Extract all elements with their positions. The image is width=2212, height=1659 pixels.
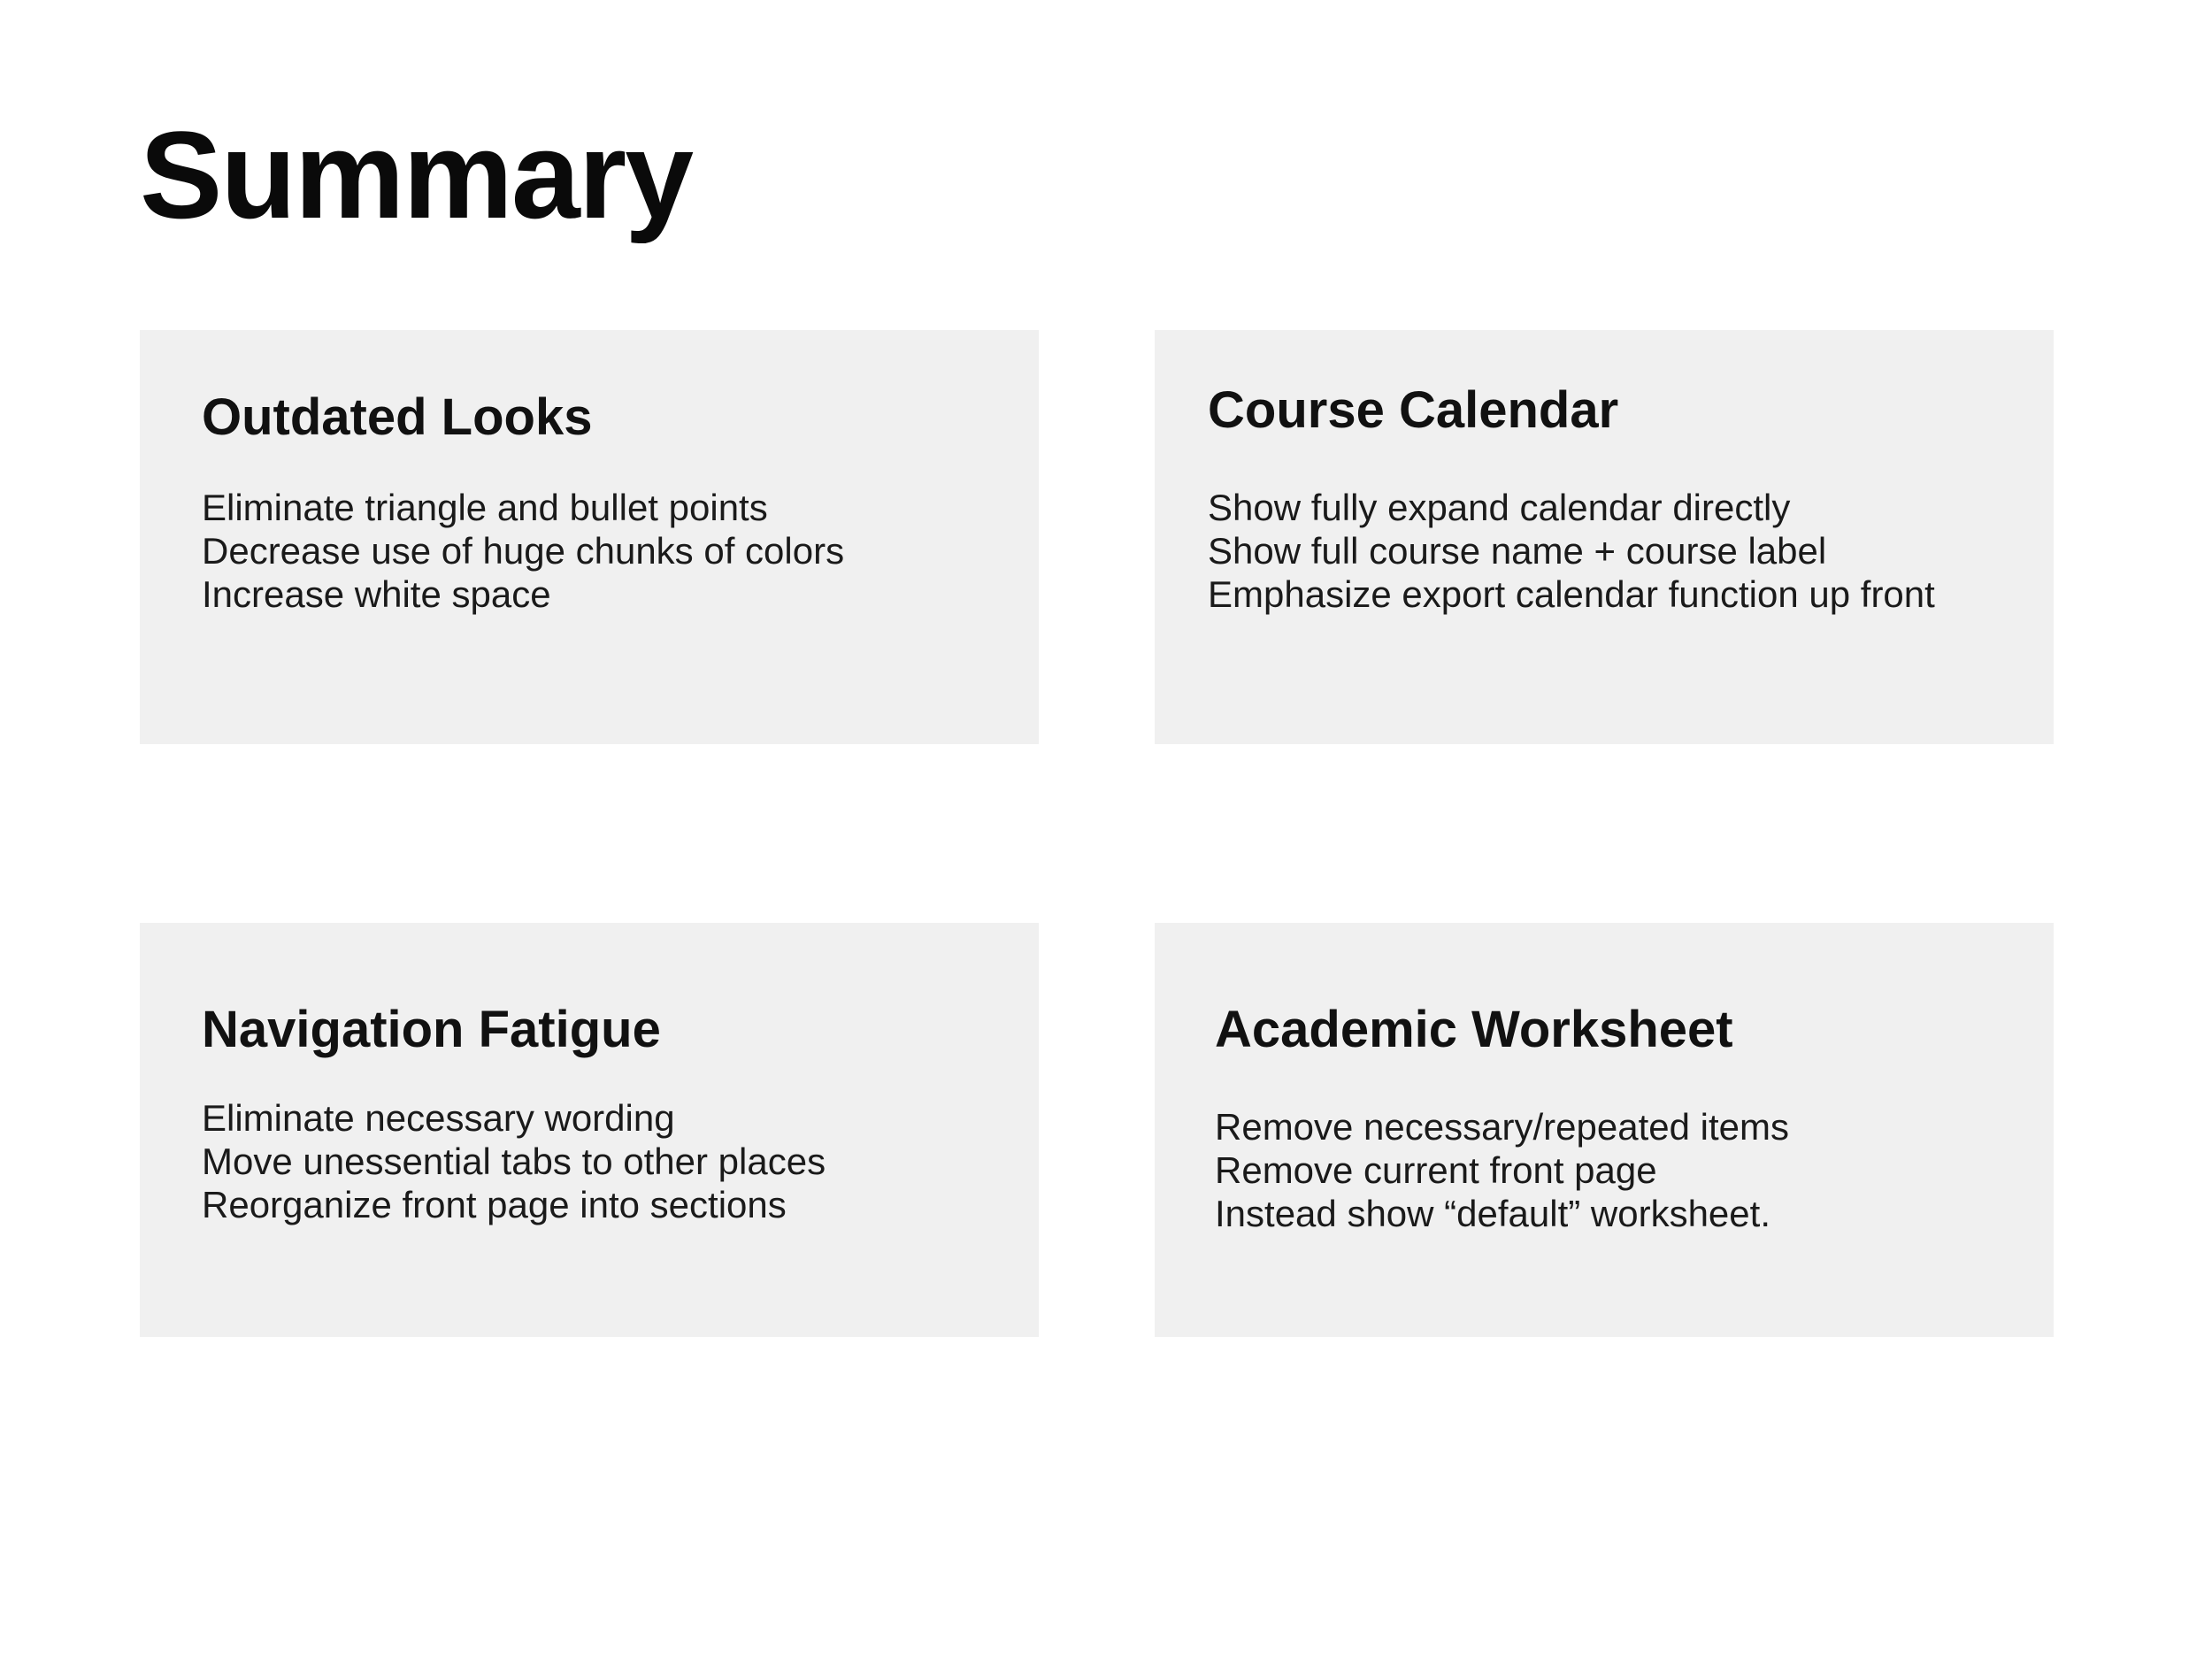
- page-title: Summary: [140, 105, 693, 244]
- card-course-calendar: [1155, 330, 2054, 744]
- card-title: Outdated Looks: [202, 388, 593, 446]
- card-body: [1215, 1105, 1789, 1235]
- card-body: [1208, 486, 1935, 616]
- card-line: Remove current front page: [1215, 1149, 1657, 1191]
- card-line: Increase white space: [202, 573, 551, 615]
- card-line: Decrease use of huge chunks of colors: [202, 530, 845, 572]
- card-line: Show full course name + course label: [1208, 530, 1827, 572]
- card-body: [202, 1096, 826, 1226]
- card-outdated-looks: [140, 330, 1039, 744]
- card-line: Reorganize front page into sections: [202, 1184, 787, 1225]
- card-navigation-fatigue: [140, 923, 1039, 1337]
- card-academic-worksheet: [1155, 923, 2054, 1337]
- card-line: Eliminate necessary wording: [202, 1097, 675, 1139]
- card-line: Remove necessary/repeated items: [1215, 1106, 1789, 1148]
- card-title: Navigation Fatigue: [202, 1001, 661, 1058]
- card-line: Move unessential tabs to other places: [202, 1141, 826, 1182]
- card-title: Course Calendar: [1208, 381, 1619, 439]
- card-title: Academic Worksheet: [1215, 1001, 1733, 1058]
- card-line: Emphasize export calendar function up front: [1208, 573, 1935, 615]
- card-line: Show fully expand calendar directly: [1208, 487, 1791, 528]
- card-body: [202, 486, 844, 616]
- card-line: Eliminate triangle and bullet points: [202, 487, 768, 528]
- card-line: Instead show “default” worksheet.: [1215, 1193, 1770, 1234]
